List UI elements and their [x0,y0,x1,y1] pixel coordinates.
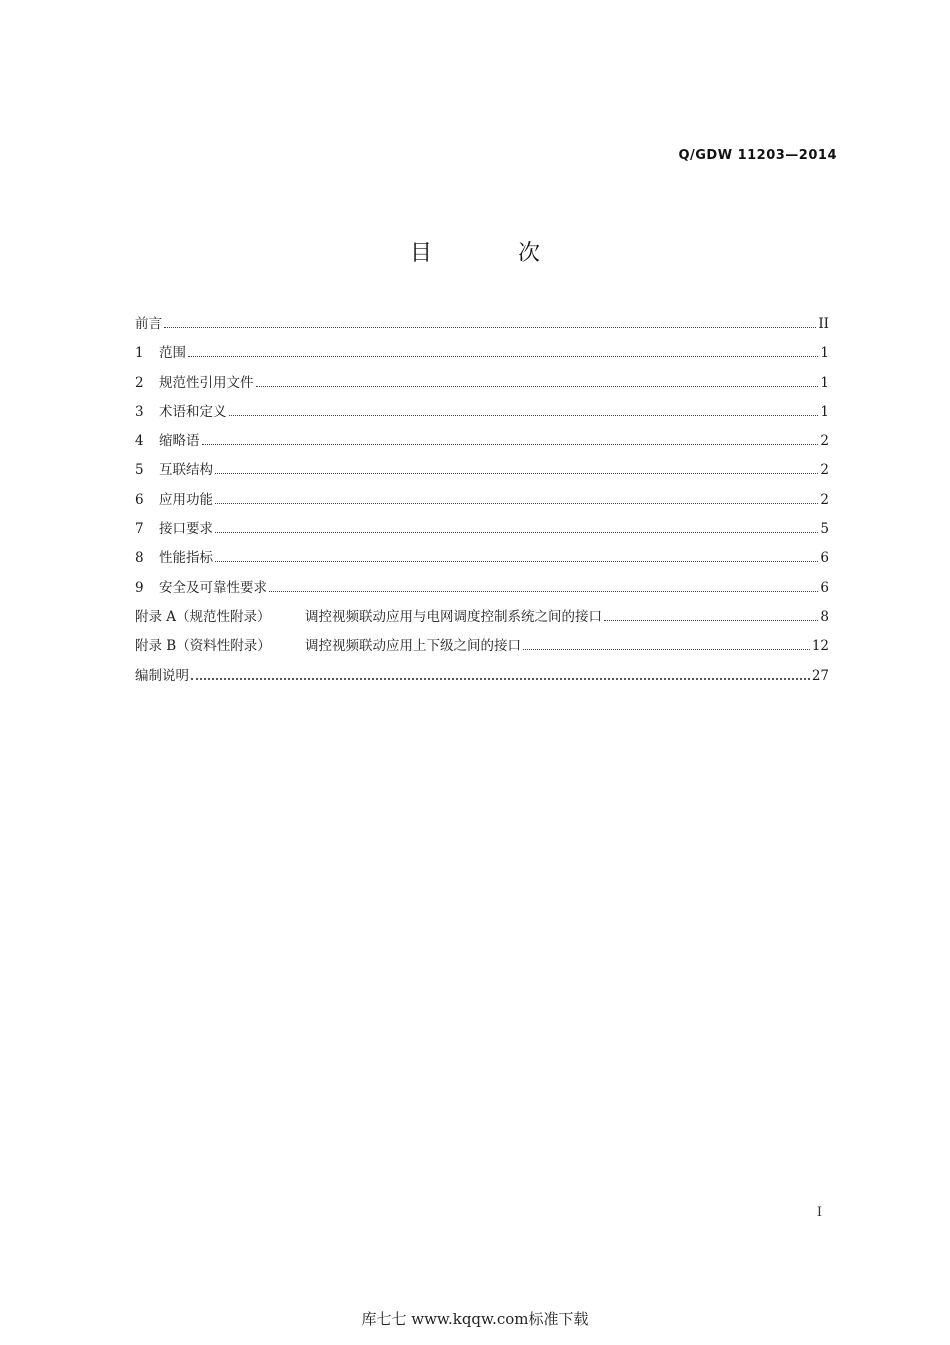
toc-entry-abbreviations[interactable] [135,429,829,458]
title-char-2: 次 [518,241,541,266]
page-number: I [816,1205,822,1220]
toc-entry-interface-requirements[interactable] [135,517,829,546]
toc-entry-normative-references[interactable] [135,371,829,400]
toc-entry-prefix: 附录 B（资料性附录） [135,638,271,655]
toc-entry-explanation[interactable] [135,664,829,693]
toc-entry-label: 性能指标 [159,550,213,567]
toc-entry-label: 安全及可靠性要求 [159,579,267,596]
document-code: Q/GDW 11203—2014 [678,148,837,163]
footer-watermark: 库七七 www.kqqw.com标准下载 [361,1310,589,1328]
toc-entry-appendix-a[interactable] [135,605,829,634]
toc-entry-page: 2 [820,491,829,508]
toc-entry-foreword[interactable] [135,312,829,341]
toc-entry-label: 前言 [135,316,162,332]
toc-entry-scope[interactable] [135,341,829,370]
toc-leader-dots [215,502,818,504]
toc-entry-number: 6 [135,491,144,508]
toc-entry-functions[interactable] [135,488,829,517]
toc-entry-interconnection[interactable] [135,458,829,487]
toc-entry-number: 7 [135,521,144,538]
toc-leader-dots [215,472,818,474]
page-title [0,236,950,267]
toc-entry-label: 调控视频联动应用与电网调度控制系统之间的接口 [305,608,602,625]
toc-entry-page: 2 [820,433,829,450]
toc-leader-dots [191,677,810,680]
toc-entry-label: 范围 [159,345,186,362]
toc-entry-number: 4 [135,433,144,450]
toc-leader-dots [164,326,816,328]
toc-entry-page: 1 [820,374,829,391]
toc-entry-page: 27 [811,667,829,684]
toc-entry-label: 术语和定义 [159,403,227,420]
toc-entry-page: 1 [820,345,829,362]
toc-entry-page: 12 [811,638,829,655]
toc-entry-performance[interactable] [135,546,829,575]
table-of-contents [135,312,829,693]
toc-entry-label: 调控视频联动应用上下级之间的接口 [305,638,521,655]
toc-leader-dots [215,531,818,533]
toc-entry-label: 编制说明 [135,667,189,684]
toc-entry-page: 6 [820,550,829,567]
toc-entry-number: 1 [135,345,144,362]
toc-entry-page: 6 [820,579,829,596]
toc-entry-label: 规范性引用文件 [159,374,254,391]
toc-entry-number: 8 [135,550,144,567]
toc-entry-label: 应用功能 [159,491,213,508]
toc-entry-number: 9 [135,579,144,596]
toc-entry-terms[interactable] [135,400,829,429]
toc-entry-security[interactable] [135,576,829,605]
toc-entry-page: II [818,316,829,332]
toc-leader-dots [604,619,818,621]
toc-entry-appendix-b[interactable] [135,634,829,663]
toc-leader-dots [215,560,818,562]
title-char-1: 目 [409,241,432,266]
toc-entry-number: 3 [135,403,144,420]
toc-entry-page: 8 [820,608,829,625]
toc-entry-page: 5 [820,521,829,538]
toc-entry-label: 缩略语 [159,433,200,450]
toc-leader-dots [229,414,819,416]
toc-leader-dots [256,385,819,387]
toc-entry-label: 接口要求 [159,521,213,538]
toc-leader-dots [523,648,810,650]
toc-leader-dots [269,590,818,592]
toc-leader-dots [188,355,818,357]
toc-leader-dots [202,443,819,445]
toc-entry-number: 2 [135,374,144,391]
toc-entry-page: 2 [820,462,829,479]
toc-entry-prefix: 附录 A（规范性附录） [135,608,271,625]
toc-entry-label: 互联结构 [159,462,213,479]
toc-entry-number: 5 [135,462,144,479]
toc-entry-page: 1 [820,403,829,420]
